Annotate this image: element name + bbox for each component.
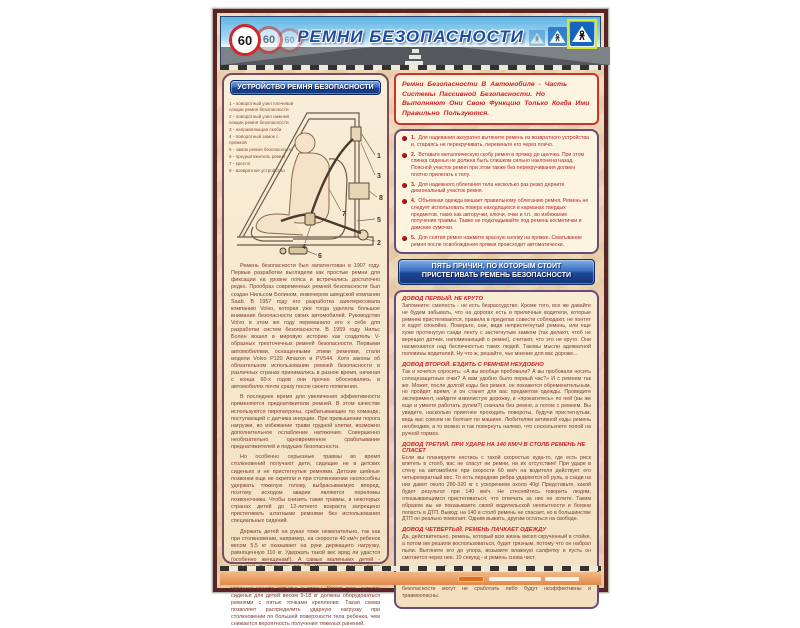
history-paragraph: В последнее время для увеличения эффективности применяются преднатяжители ремней. В этом качестве используются пиропатроны, срабатывающие по команде, поступающей с датчика инерции. При превышении порога нагрузки, во избежание травм грудной клетки, возможно дополнительное ослабление натяжения. Совершенно необязательно одновременное срабатывание преднатяжителей и подушек безопасности. xyxy=(231,394,380,451)
reason-body: Если вы планируете нестись с такой скоростью куда-то, где есть риск влететь в столб, вас не спасут ни ремни, ни их отсутствие! При ударе в стену на автомобиле при скорости 60 км/ч на водителя действует его четырехкратный вес. То есть передние ребра ударяются об руль, а сзади на них давит около 280-320 кг с ускорением около 40g! Представьте, какой будет результат при 140 км/ч. Не стесняйтесь говорить людям, отказывающимся пристегиваться, что отвечать за них не хотите. Таким образом вы не показываете своей водительской неопытности и боязни попасть в ДТП. Вывод: на 140 в столб ремень не спасает, но в большинстве ДТП он реально помогает. Одним выжить, другим остаться на свободе. xyxy=(402,455,591,524)
footer-fineprint xyxy=(489,577,541,581)
speed-limit-60-icon: 60 xyxy=(229,24,261,56)
reason-item xyxy=(402,527,591,562)
legend-item: 5 - замок ремня безопасности xyxy=(229,147,295,153)
svg-text:5: 5 xyxy=(377,217,381,224)
publisher-logo xyxy=(458,576,484,582)
bullet-icon xyxy=(402,236,407,241)
history-paragraph: Но особенно серьезные травмы во время столкновений получают дети, сидящие не в детских сиденьях и не пристегнутые ремнями. Детские шейные позвонки еще не окрепли и при столкновении неспособны удержать тяжелую голову, выбрасываемую вперед, поэтому исходом аварии являются переломы позвоночника. Чтобы снизить такие травмы, в некоторых странах детей до 12-летнего возраста запрещено пристегивать штатными ремнями без использования специальных сидений. xyxy=(231,454,380,525)
svg-text:2: 2 xyxy=(377,240,381,247)
legend-item: 8 - возвратное устройство xyxy=(229,168,295,174)
pedestrian-crossing-icon xyxy=(529,30,545,46)
reason-body: безопасности могут не сработать либо будут неэффективны и травмоопасны. xyxy=(402,579,591,600)
speed-limit-signs xyxy=(229,24,296,56)
poster-title: РЕМНИ БЕЗОПАСНОСТИ xyxy=(221,27,600,47)
footer-fineprint xyxy=(545,577,579,581)
intro-statement-box xyxy=(394,73,599,125)
reason-body: Так и хочется спросить: «А вы вообще пробовали? А вы пробовали носить солнцезащитные очки? А вам удобно было первый час?» И с ремнем так же. Может, после долгой езды без ремня, он покажется обременительным, но пройдет время, и он станет для вас предметом одежды. Проведите эксперимент, найдите извилистую дорожку, и «прокатитесь» по ней (вы же еще и умеете работать рулем?) сначала без ремня, а потом с ремнем. Вы увидите, насколько приятнее проходить повороты, будучи пристегнутым, ведь вас совсем не болтает по машине. Любителям активной езды ремень необходим, а то можно и так повернуть налево, что соскользнете попой на ручной тормоз. xyxy=(402,369,591,438)
bullet-icon xyxy=(402,199,407,204)
speed-limit-60-icon: 60 xyxy=(255,26,283,54)
five-reasons-title: ПЯТЬ ПРИЧИН, ПО КОТОРЫМ СТОИТ ПРИСТЕГИВАТЬ РЕМЕНЬ БЕЗОПАСНОСТИ xyxy=(398,259,595,285)
bullet-icon xyxy=(402,153,407,158)
history-paragraph: Ремень безопасности был запатентован в 1907 году. Первые разработки выглядели как простые ремни для фиксации на уровне пояса и встречались достаточно редко. Прообраз современных ремней безопасности был создан Нильсом Болином, инженером шведской компании Saab. В 1957 году его разработка заинтересовала компанию Volvo, которая уже тогда уделяла большое внимание безопасности своих автомобилей. Руководство Volvo в этом же году переманило его к себе для разработки систем безопасности. В 1959 году Нильс Болин вошел в мировую историю как создатель V-образных трехточечных ремней безопасности. Первыми автомобилями, оснащенными этими ремнями, стали модели Volvo P120 Amazon и PV544. Хотя законы об обязательном использовании ремней безопасности в различных странах принимались в разное время, начиная с конца 60-х годов они прочно обосновались в автомобилях почти сразу после своего появления. xyxy=(231,263,380,391)
safety-poster xyxy=(212,8,609,593)
instruction-item: 3. Для надежного облегания тела несколько раз резко дерните диагональный участок ремня. xyxy=(402,182,591,196)
belt-usage-instructions xyxy=(394,129,599,254)
five-reasons-panel xyxy=(394,290,599,610)
divider-strip xyxy=(220,65,601,70)
seatbelt-diagram xyxy=(233,99,385,259)
belt-design-panel xyxy=(222,73,389,564)
reason-item xyxy=(402,296,591,358)
svg-text:4: 4 xyxy=(302,244,306,251)
bullet-icon xyxy=(402,136,407,141)
reason-heading: ДОВОД ПЕРВЫЙ. НЕ КРУТО xyxy=(402,296,591,302)
legend-item: 2 - поворотный узел нижней секции ремня безопасности xyxy=(229,114,295,126)
footer-band xyxy=(220,572,601,585)
poster-background xyxy=(217,13,604,588)
pedestrian-crossing-icon-highlighted xyxy=(570,22,594,46)
pedestrian-crossing-icon xyxy=(548,27,567,46)
svg-text:3: 3 xyxy=(377,173,381,180)
pedestrian-crossing-signs xyxy=(526,22,594,46)
belt-design-title: УСТРОЙСТВО РЕМНЯ БЕЗОПАСНОСТИ xyxy=(230,80,381,95)
instruction-item: 5. Для снятия ремня нажмите красную кнопку на пряжке. Сматывание ремня после освобождения пряжки происходит автоматически. xyxy=(402,235,591,249)
svg-text:8: 8 xyxy=(379,195,383,202)
reason-body: Запомните: смелость - не есть безрассудство. Кроме того, все же давайте не будем забывать, что на дорогах есть и приличные водители, которые ремнем пристегиваются, правила в пределах совести соблюдают, не понтят и ездят спокойно. Поверьте, они, видя непристегнутый ремень, или еще хуже протянутую сзади ленту с застегнутым замком (так делают, чтоб не верещал датчик, напоминающий о ремне), считают, что это не круто. Они насмехаются над беспечностью таких людей. Таковы мысли адекватной половины водителей. Ну что ж, решайте, чье мнение для вас дороже... xyxy=(402,303,591,358)
instruction-item: 1. Для надевания аккуратно вытяните ремень из возвратного устройства и, стараясь не перекручивать, перекиньте его через плечо. xyxy=(402,135,591,149)
bullet-icon xyxy=(402,183,407,188)
reason-heading: ДОВОД ВТОРОЙ. ЕЗДИТЬ С РЕМНЕМ НЕУДОБНО xyxy=(402,362,591,368)
reason-body: Да, действительно, ремень, который всю жизнь висел скрученный в стойке, а потом им решили воспользоваться, будет грязным, потому что он набрал пыли. Вытяните его до упора, возьмите влажную салфетку и пусть он смотается через нее. 10 секунд - и ремень снова чист. xyxy=(402,534,591,562)
reason-heading: ДОВОД ТРЕТИЙ. ПРИ УДАРЕ НА 140 КМ/Ч В СТОЛБ РЕМЕНЬ НЕ СПАСЕТ xyxy=(402,442,591,454)
legend-item: 1 - поворотный узел плечевой секции ремня безопасности xyxy=(229,101,295,113)
svg-text:1: 1 xyxy=(377,153,381,160)
belt-history-text xyxy=(231,263,380,558)
svg-text:6: 6 xyxy=(318,253,322,260)
right-column xyxy=(394,73,599,564)
reason-item xyxy=(402,442,591,524)
history-paragraph: Держать детей на руках тоже нежелательно, так как при столкновении, например, на скорости 40 км/ч ребенок весом 5,5 кг оказывает на руки держащего нагрузку, равноценную 110 кг. Удержать такой вес вряд ли удастся (особенно женщинам!). А самых маленьких детей - хорошая защита затылка и спины. Кроме того, детские сиденья для детей весом 9-18 кг должны оборудоваться ремнями с пятью точками крепления. Такая схема позволяет распределить ударную нагрузку при столкновении по большей поверхности тела ребенка, чем снижается вероятность получения тяжелых ранений. xyxy=(231,529,380,628)
legend-item: 6 - преднатяжитель ремня xyxy=(229,154,295,160)
divider-strip xyxy=(220,566,601,571)
reason-item xyxy=(402,362,591,438)
intro-statement: Ремни Безопасности В Автомобиле - Часть Системы Пассивной Безопасности. Но Выполняют Они Свою Функцию Только Когда Ими Правильно Пользуются. xyxy=(402,81,589,117)
poster-header xyxy=(220,16,601,66)
svg-text:7: 7 xyxy=(342,211,346,218)
instruction-item: 2. Вставьте металлическую скобу ремня в пряжку до щелчка. При этом спинка сиденья не должна быть слишком сильно наклонена назад. Поясной участок ремня при этом также без перекручивания должен плотно прилегать к телу. xyxy=(402,152,591,179)
legend-item: 3 - направляющая скоба xyxy=(229,127,295,133)
legend-item: 7 - кресло xyxy=(229,161,295,167)
legend-item: 4 - поворотный замок с пряжкой xyxy=(229,134,295,146)
instruction-item: 4. Объемная одежда мешает правильному облеганию ремня. Ремень не следует использовать поверх находящихся в карманах твердых предметов, таких как авторучки, ключи, очки и т.п., во избежание получения травмы. Также не подкладывайте под ремень косметички и дамские сумочки. xyxy=(402,198,591,232)
speed-limit-60-icon: 60 xyxy=(277,28,302,53)
reason-heading: ДОВОД ЧЕТВЕРТЫЙ. РЕМЕНЬ ПАЧКАЕТ ОДЕЖДУ xyxy=(402,527,591,533)
